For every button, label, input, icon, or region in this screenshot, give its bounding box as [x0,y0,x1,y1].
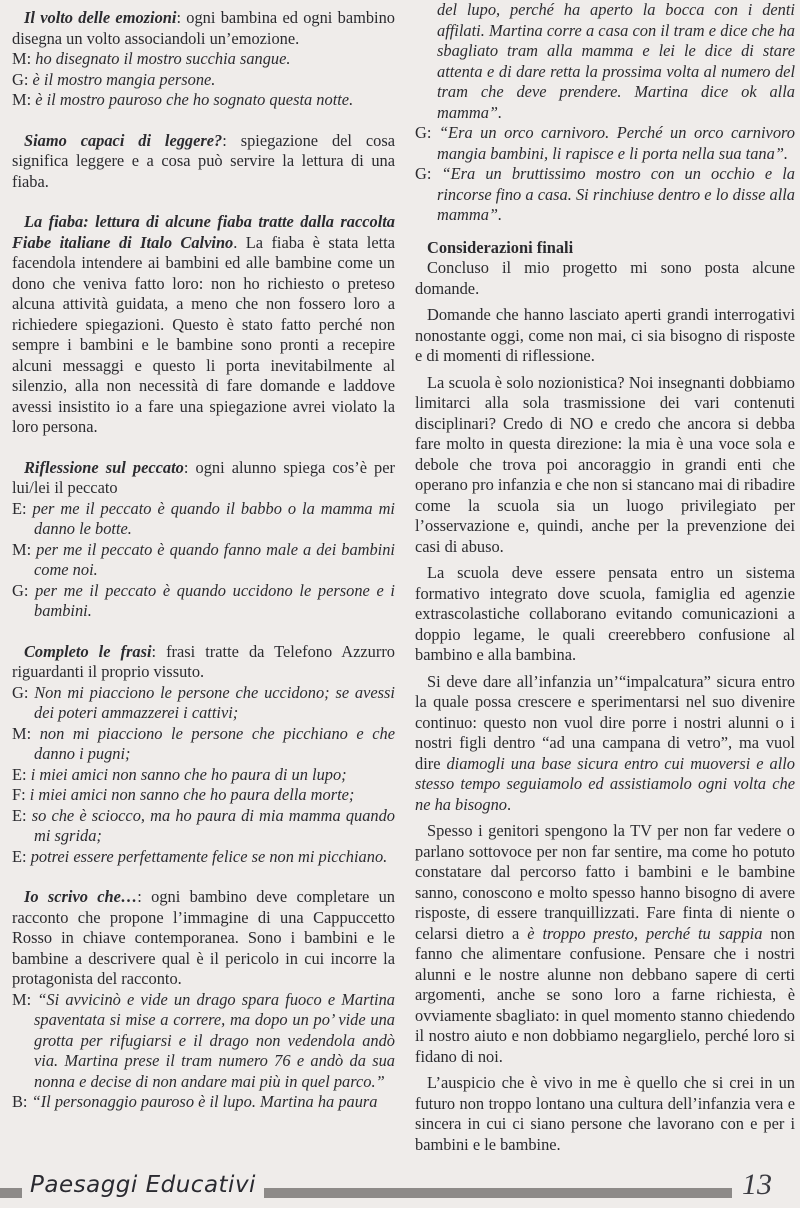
speaker-label: M: [12,90,32,109]
quote-text: è il mostro pauroso che ho sognato questa notte. [35,90,354,109]
text-run: Si deve dare all’infanzia un’“impalcatura” sicura entro la quale possa crescere e sperimentarsi nel suo divenire continuo: questo non vuol dire porre i nostri alunni o i nostri figli dentro “ad una campana di vetro”, ma vuol dire [415,671,795,773]
emphasis-text: diamogli una base sicura entro cui muoversi e allo stesso tempo seguiamolo ed assistiamolo ogni volta che ne ha bisogno [415,753,795,814]
section-text: : ogni alunno spiega cos’è per lui/lei il peccato [12,457,395,497]
paragraph: Concluso il mio progetto mi sono posta alcune domande. [415,258,795,298]
paragraph: Domande che hanno lasciato aperti grandi interrogativi nonostante oggi, come non mai, ci sia bisogno di risposte e di momenti di riflessione. [415,305,795,365]
paragraph: L’auspicio che è vivo in me è quello che si crei in un futuro non troppo lontano una cultura dell’infanzia vera e sincera in cui ci siano persone che lavorano con e per i bambini e le bambine. [415,1073,795,1154]
list-item [415,164,795,226]
list-item [12,540,395,581]
quote-text: ho disegnato il mostro succhia sangue. [35,49,291,68]
section-text: : ogni bambina ed ogni bambino disegna un volto associandoli un’emozione. [12,8,396,48]
list-item [12,581,395,622]
section-volto-emozioni [12,8,395,111]
paragraph [415,672,795,816]
list-item [12,806,395,847]
list-item [415,123,795,164]
paragraph [12,458,395,499]
section-text: : frasi tratte da Telefono Azzurro riguardanti il proprio vissuto. [12,641,395,681]
section-heading: Considerazioni finali [427,237,574,257]
text-run: Spesso i genitori spengono la TV per non far vedere o parlano sottovoce per non far sentire, ma come ho potuto constatare dal percorso fatto i bambini e le bambine sanno, conoscono e molto spesso hanno bisogno di avere risposte, di essere tranquillizzati. Fare finta di niente o celarsi dietro a [415,821,795,943]
quote-text: per me il peccato è quando il babbo o la mamma mi danno le botte. [32,498,395,538]
section-heading: Io scrivo che… [24,887,138,906]
speaker-label: G: [12,69,29,89]
speaker-label: G: [415,123,432,142]
list-item [12,49,395,70]
right-column [415,0,795,1161]
list-item [12,1092,395,1113]
quote-text: per me il peccato è quando uccidono le persone e i bambini. [34,580,395,620]
quote-text: per me il peccato è quando fanno male a dei bambini come noi. [34,539,395,579]
speaker-label: G: [12,682,29,702]
section-capaci-leggere [12,131,395,193]
section-text: : ogni bambino deve completare un racconto che propone l’immagine di una Cappuccetto Rosso in chiave contemporanea. Sono i bambini e le bambine a descrivere qual è il pericolo in cui incorre la protagonista del racconto. [12,887,395,988]
quote-text: “Il personaggio pauroso è il lupo. Martina ha paura [31,1092,378,1111]
quote-text: so che è sciocco, ma ho paura di mia mamma quando mi sgrida; [31,805,395,845]
text-run: non fanno che alimentare confusione. Pensare che i nostri alunni e le nostre alunne non debbano sapere di certi argomenti, anche se sono loro a farne richiesta, è ovviamente sbagliato: in quel momento stanno chiedendo il nostro aiuto e non dobbiamo negarglielo, perché loro si fidano di noi. [415,923,795,1066]
quote-text: i miei amici non sanno che ho paura di un lupo; [30,764,347,784]
section-fiaba [12,212,395,438]
quote-text: “Era un bruttissimo mostro con un occhio e la rincorse fino a casa. Si rinchiuse dentro e lo disse alla mamma”. [437,164,795,224]
paragraph [12,131,395,193]
speaker-label: G: [12,580,29,600]
quote-continuation: del lupo, perché ha aperto la bocca con i denti affilati. Martina corre a casa con il tram e dice che ha sbagliato tram alla mamma e lei le dice di stare attenta e di dare retta la prossima volta al numero del tram che deve prendere. Martina dice ok alla mamma”. [437,0,795,122]
section-heading: Riflessione sul peccato [24,457,184,477]
speaker-label: E: [12,805,27,825]
quote-text: potrei essere perfettamente felice se non mi picchiano. [30,846,388,866]
list-item [12,990,395,1093]
paragraph [12,887,395,990]
section-heading: Completo le frasi [24,641,152,661]
section-completo-frasi [12,642,395,868]
paragraph [12,8,395,49]
speaker-label: E: [12,846,27,866]
paragraph [12,642,395,683]
section-text: . La fiaba è stata letta facendola intendere ai bambini ed alle bambine come un dono che veniva fatto loro: non ho richiesto o preteso alcuna attività guidata, a meno che non fossero loro a richiedere spiegazioni. Questo è stato fatto perché non sempre i bambini e le bambine sono pronti a recepire alcuni messaggi e questo li porta inevitabilmente al silenzio, alla non necessità di fare domande e laddove avessi insistito io a fare una spiegazione avrei violato la loro persona. [12,232,395,436]
magazine-logo: Paesaggi Educativi [26,1172,264,1198]
page-footer [0,1168,800,1208]
section-heading: Siamo capaci di leggere? [24,130,223,150]
quote-text: non mi piacciono le persone che picchiano e che danno i pugni; [34,723,395,763]
section-heading: Il volto delle emozioni [24,8,177,27]
speaker-label: E: [12,498,27,518]
quote-text: “Era un orco carnivoro. Perché un orco carnivoro mangia bambini, li rapisce e li porta nella sua tana”. [437,123,795,163]
speaker-label: M: [12,989,32,1009]
section-io-scrivo [12,887,395,1113]
paragraph: La scuola è solo nozionistica? Noi insegnanti dobbiamo limitarci alla sola trasmissione dei vari contenuti disciplinari? Credo di NO e credo che ancora si debba fare molto in questa direzione: la mia è una voce sola e debole che trova poi ancoraggio in grandi enti che operano pro infanzia e che non si stancano mai di ribadire come la scuola sia un luogo privilegiato per l’osservazione e, quindi, anche per la prevenzione dei casi di abuso. [415,372,795,556]
list-item [12,90,395,111]
list-item [12,499,395,540]
list-item [12,847,395,868]
speaker-label: F: [12,785,26,804]
section-text: : spiegazione del cosa significa leggere e a cosa può servire la lettura di una fiaba. [12,130,395,191]
section-heading: La fiaba: lettura di alcune fiaba tratte dalla raccolta Fiabe italiane di Italo Calvino [12,212,395,252]
speaker-label: M: [12,539,32,559]
footer-rule-left [0,1188,22,1198]
list-item [12,724,395,765]
text-run: . [506,794,512,814]
paragraph [415,821,795,1067]
quote-text: “Si avvicinò e vide un drago spara fuoco e Martina spaventata si mise a correre, ma dopo un po’ vide una grotta per rifugiarsi e il drago non vedendola andò via. Martina prese il tram numero 76 e andò da sua nonna e decise di non andare mai più in quel parco.” [34,989,395,1091]
page-number: 13 [742,1168,772,1201]
paragraph: La scuola deve essere pensata entro un sistema formativo integrato dove scuola, famiglia ed agenzie extrascolastiche collaborano evitando comunicazioni a doppio legame, le quali creerebbero confusione al bambino e alla bambina. [415,563,795,664]
list-item [12,765,395,786]
speaker-label: M: [12,49,32,68]
quote-text: è il mostro mangia persone. [32,69,216,89]
speaker-label: E: [12,764,27,784]
emphasis-text: è troppo presto, perché tu sappia [527,923,763,943]
speaker-label: M: [12,723,32,743]
section-peccato [12,458,395,622]
list-item [12,785,395,806]
footer-rule [232,1188,732,1198]
left-column [12,8,395,1133]
list-item [12,70,395,91]
list-item [12,683,395,724]
paragraph [12,212,395,438]
quote-text: i miei amici non sanno che ho paura della morte; [29,785,355,804]
quote-text: Non mi piacciono le persone che uccidono; se avessi dei poteri ammazzerei i cattivi; [34,682,395,722]
speaker-label: B: [12,1092,28,1111]
speaker-label: G: [415,164,432,183]
